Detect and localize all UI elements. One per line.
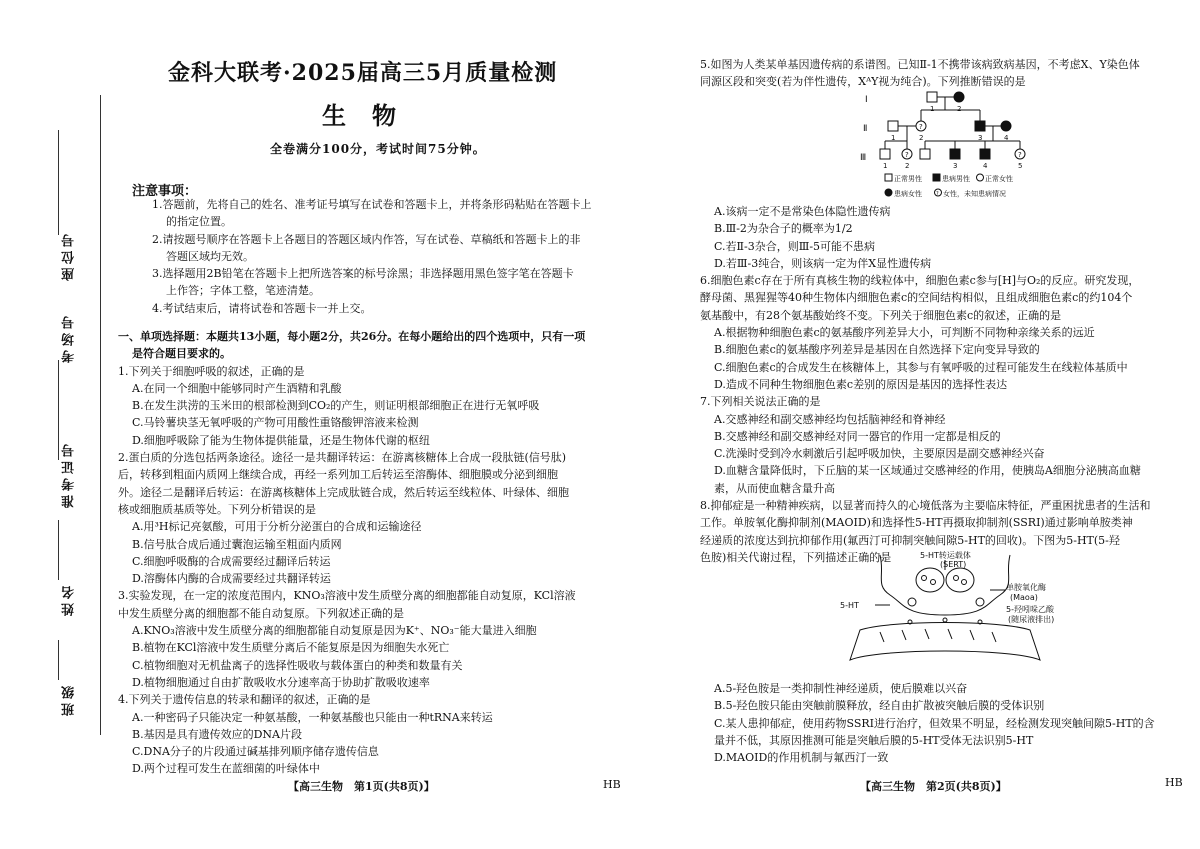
binding-margin [0, 0, 100, 849]
page-footer-2: 【高三生物 第2页(共8页)】 [860, 780, 1007, 793]
q5-line: 5.如图为人类某单基因遗传病的系谱图。已知Ⅱ-1不携带该病致病基因，不考虑X、Y染色体 [700, 58, 1140, 71]
svg-text:(随尿液排出): (随尿液排出) [1008, 615, 1055, 624]
notice-list [152, 196, 592, 317]
question-line: B.细胞色素c的氨基酸序列差异是基因在自然选择下定向变异导致的 [714, 343, 1040, 357]
svg-text:4: 4 [1004, 134, 1009, 142]
pedigree-chart [855, 86, 1035, 206]
question-line: 4.下列关于遗传信息的转录和翻译的叙述，正确的是 [118, 693, 371, 707]
svg-text:?: ? [936, 191, 939, 197]
legend-unknown-female: 女性，未知患病情况 [943, 190, 1006, 198]
gen-label-3: Ⅲ [860, 153, 867, 163]
notice-line: 2.请按题号顺序在答题卡上各题目的答题区域内作答，写在试卷、草稿纸和答题卡上的非 [152, 232, 581, 246]
label-name: 姓名 [62, 582, 77, 616]
page-code-1: HB [603, 778, 621, 791]
pedigree-III3 [950, 149, 960, 159]
question-column-1 [118, 328, 585, 778]
svg-text:1: 1 [930, 105, 935, 113]
question-line: D.溶酶体内酶的合成需要经过共翻译转运 [132, 572, 331, 586]
question-line: 中发生质壁分离的细胞都不能自动复原。下列叙述正确的是 [118, 606, 404, 620]
svg-text:4: 4 [983, 162, 988, 170]
question-line: 素，从而使血糖含量升高 [714, 481, 835, 495]
svg-text:2: 2 [957, 105, 962, 113]
question-line: 氨基酸中，有28个氨基酸始终不变。下列关于细胞色素c的叙述，正确的是 [700, 308, 1062, 322]
svg-text:1: 1 [883, 162, 888, 170]
question-line: A.该病一定不是常染色体隐性遗传病 [714, 205, 891, 218]
notice-line: 3.选择题用2B铅笔在答题卡上把所选答案的标号涂黑；非选择题用黑色签字笔在答题卡 [152, 267, 574, 281]
question-line: A.根据物种细胞色素c的氨基酸序列差异大小，可判断不同物种亲缘关系的远近 [714, 326, 1095, 340]
label-seat: 座位号 [62, 230, 77, 281]
question-column-2a [700, 203, 1151, 566]
svg-text:?: ? [905, 151, 909, 159]
page-footer-1: 【高三生物 第1页(共8页)】 [288, 780, 435, 793]
svg-text:(SERT): (SERT) [940, 560, 967, 569]
svg-text:3: 3 [978, 134, 983, 142]
svg-text:3: 3 [953, 162, 958, 170]
svg-text:(Maoa): (Maoa) [1010, 593, 1038, 602]
pedigree-II3 [975, 121, 985, 131]
pedigree-II4 [1001, 121, 1011, 131]
question-line: D.血糖含量降低时，下丘脑的某一区域通过交感神经的作用，使胰岛A细胞分泌胰高血糖 [714, 464, 1141, 478]
svg-text:?: ? [1018, 151, 1022, 159]
question-line: B.在发生洪涝的玉米田的根部检测到CO₂的产生，则证明根部细胞正在进行无氧呼吸 [132, 399, 540, 413]
svg-text:?: ? [919, 123, 923, 131]
question-line: C.植物细胞对无机盐离子的选择性吸收与载体蛋白的种类和数量有关 [132, 658, 463, 672]
question-line: A.用³H标记亮氨酸，可用于分析分泌蛋白的合成和运输途径 [132, 520, 422, 534]
question-line: 色胺)相关代谢过程，下列描述正确的是 [700, 550, 892, 564]
question-line: 7.下列相关说法正确的是 [700, 395, 821, 409]
question-line: 一、单项选择题：本题共13小题，每小题2分，共26分。在每小题给出的四个选项中，只有一项 [118, 330, 586, 343]
page-code-2: HB [1165, 776, 1183, 789]
pedigree-III4 [980, 149, 990, 159]
question-line: 核或细胞质基质等处。下列分析错误的是 [118, 502, 316, 516]
legend-affected-female: 患病女性 [894, 190, 922, 198]
question-line: C.某人患抑郁症，使用药物SSRI进行治疗，但效果不明显，经检测发现突触间隙5-HT的含 [714, 716, 1155, 730]
question-line: C.马铃薯块茎无氧呼吸的产物可用酸性重铬酸钾溶液来检测 [132, 416, 419, 430]
right-page [640, 0, 1200, 849]
label-ticket: 准考证号 [62, 440, 77, 508]
svg-text:1: 1 [891, 134, 896, 142]
notice-line: 的指定位置。 [166, 215, 232, 229]
label-acid: 5-羟吲哚乙酸 [1006, 605, 1054, 614]
question-line: C.细胞呼吸酶的合成需要经过翻译后转运 [132, 554, 331, 568]
notice-heading: 注意事项： [132, 184, 198, 199]
question-line: 后，转移到粗面内质网上继续合成，再经一系列加工后转运至溶酶体、细胞膜或分泌到细胞 [118, 468, 558, 482]
label-class: 班级 [62, 682, 77, 716]
subject-title: 生物 [322, 101, 422, 130]
question-line: B.植物在KCl溶液中发生质壁分离后不能复原是因为细胞失水死亡 [132, 641, 450, 655]
label-room: 考场号 [62, 312, 77, 363]
pedigree-II1 [888, 121, 898, 131]
question-column-2b [700, 680, 1155, 766]
binding-line [100, 95, 101, 735]
question-line: B.基因是具有遗传效应的DNA片段 [132, 727, 302, 741]
question-line: 1.下列关于细胞呼吸的叙述，正确的是 [118, 364, 305, 378]
svg-text:5: 5 [1018, 162, 1023, 170]
gen-label-1: Ⅰ [865, 95, 868, 105]
question-line: D.细胞呼吸除了能为生物体提供能量，还是生物体代谢的枢纽 [132, 433, 430, 447]
question-line: 量并不低，其原因推测可能是突触后膜的5-HT受体无法识别5-HT [714, 733, 1034, 747]
synapse-diagram [830, 550, 1080, 680]
question-line: D.植物细胞通过自由扩散吸收水分速率高于协助扩散吸收速率 [132, 675, 430, 689]
question-line: 经递质的浓度达到抗抑郁作用(氟西汀可抑制突触间隙5-HT的回收)。下图为5-HT(5-羟 [700, 533, 1120, 547]
question-line: A.交感神经和副交感神经均包括脑神经和脊神经 [714, 412, 946, 426]
question-line: 3.实验发现，在一定的浓度范围内，KNO₃溶液中发生质壁分离的细胞都能自动复原，KCl溶液 [118, 589, 576, 603]
label-sert: 5-HT转运载体 [920, 551, 971, 560]
question-line: B.交感神经和副交感神经对同一器官的作用一定都是相反的 [714, 429, 1001, 443]
pedigree-I1 [927, 92, 937, 102]
question-line: 外。途径二是翻译后转运：在游离核糖体上完成肽链合成，然后转运至线粒体、叶绿体、细胞 [118, 485, 569, 499]
question-line: D.若Ⅲ-3纯合，则该病一定为伴X显性遗传病 [714, 256, 932, 270]
question-line: 酵母菌、黑猩猩等40种生物体内细胞色素c的空间结构相似，且组成细胞色素c的约104个 [700, 291, 1133, 305]
legend-normal-male: 正常男性 [894, 175, 922, 183]
question-line: D.造成不同种生物细胞色素c差别的原因是基因的选择性表达 [714, 377, 1008, 391]
question-line: B.信号肽合成后通过囊泡运输至粗面内质网 [132, 537, 342, 551]
legend-normal-female: 正常女性 [985, 175, 1013, 183]
question-line: B.Ⅲ-2为杂合子的概率为1/2 [714, 222, 853, 236]
question-line: A.KNO₃溶液中发生质壁分离的细胞都能自动复原是因为K⁺、NO₃⁻能大量进入细胞 [132, 624, 537, 638]
svg-text:2: 2 [905, 162, 910, 170]
question-line: C.DNA分子的片段通过碱基排列顺序储存遗传信息 [132, 745, 379, 759]
question-line: C.若Ⅱ-3杂合，则Ⅲ-5可能不患病 [714, 239, 876, 253]
question-line: B.5-羟色胺只能由突触前膜释放，经自由扩散被突触后膜的受体识别 [714, 699, 1045, 713]
label-5ht: 5-HT [840, 601, 859, 610]
notice-line: 上作答；字体工整，笔迹清楚。 [166, 284, 320, 298]
pedigree-I2 [954, 92, 964, 102]
notice-line: 4.考试结束后，请将试卷和答题卡一并上交。 [152, 301, 372, 315]
label-mao: 单胺氧化酶 [1006, 583, 1046, 592]
question-line: A.在同一个细胞中能够同时产生酒精和乳酸 [132, 381, 342, 395]
question-line: 6.细胞色素c存在于所有真核生物的线粒体中，细胞色素c参与[H]与O₂的反应。研究发现， [700, 274, 1140, 288]
q5-line: 同源区段和突变(若为伴性遗传，XᴬY视为纯合)。下列推断错误的是 [700, 75, 1026, 89]
question-line: 8.抑郁症是一种精神疾病，以显著而持久的心境低落为主要临床特征，严重困扰患者的生活和 [700, 499, 1151, 513]
question-line: 2.蛋白质的分选包括两条途径。途径一是共翻译转运：在游离核糖体上合成一段肽链(信号肽) [118, 451, 567, 465]
question-line: D.MAOID的作用机制与氟西汀一致 [714, 751, 889, 765]
exam-title: 金科大联考·2025届高三5月质量检测 [168, 60, 558, 86]
question-line: D.两个过程可发生在蓝细菌的叶绿体中 [132, 762, 320, 776]
notice-line: 1.答题前，先将自己的姓名、准考证号填写在试卷和答题卡上，并将条形码粘贴在答题卡上 [152, 198, 592, 211]
question-line: 是符合题目要求的。 [132, 347, 231, 361]
question-line: C.洗澡时受到冷水刺激后引起呼吸加快，主要原因是副交感神经兴奋 [714, 447, 1045, 461]
question-line: A.5-羟色胺是一类抑制性神经递质，使后膜难以兴奋 [714, 682, 968, 695]
gen-label-2: Ⅱ [863, 124, 868, 134]
question-line: C.细胞色素c的合成发生在核糖体上，其参与有氧呼吸的过程可能发生在线粒体基质中 [714, 360, 1128, 374]
question-line: 工作。单胺氧化酶抑制剂(MAOID)和选择性5-HT再摄取抑制剂(SSRI)通过影响单胺类神 [700, 516, 1133, 530]
legend-affected-male: 患病男性 [942, 175, 970, 183]
pedigree-III-extra [920, 149, 930, 159]
svg-text:2: 2 [919, 134, 924, 142]
question-line: A.一种密码子只能决定一种氨基酸，一种氨基酸也只能由一种tRNA来转运 [132, 710, 493, 724]
notice-line: 答题区域均无效。 [166, 249, 254, 263]
exam-meta: 全卷满分100分，考试时间75分钟。 [270, 142, 486, 156]
pedigree-III1 [880, 149, 890, 159]
